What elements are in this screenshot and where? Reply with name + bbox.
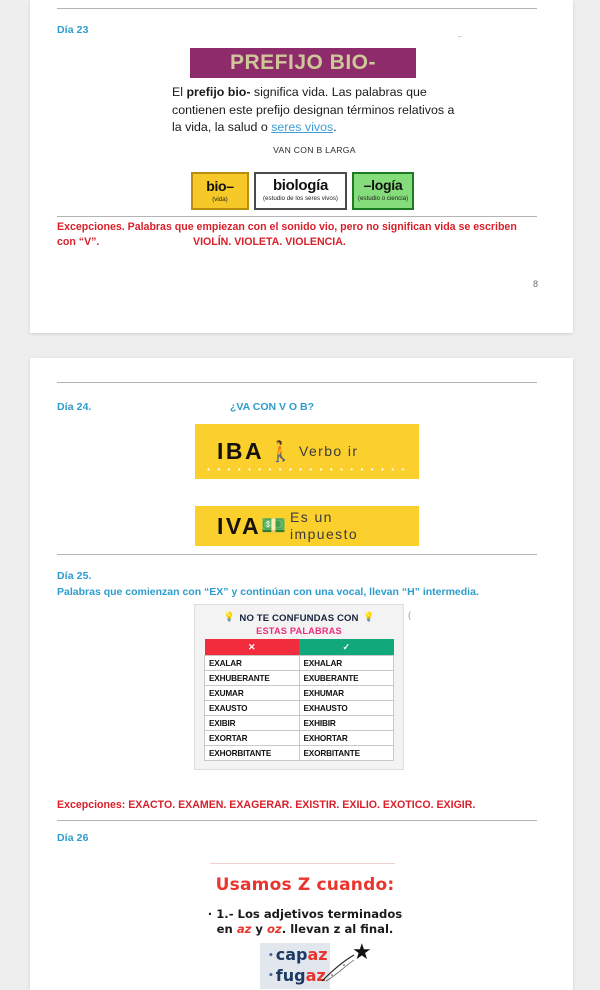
table-row: [205, 671, 394, 686]
word-box-bio-sub: (vida): [212, 196, 228, 203]
seres-vivos-link[interactable]: seres vivos: [271, 120, 334, 134]
day-label-dia-23: Día 23: [57, 24, 89, 36]
cell-incorrect: EXORTAR: [205, 731, 300, 746]
word-box-logia-sub: (estudio o ciencia): [357, 195, 409, 202]
cell-correct: EXORBITANTE: [299, 746, 394, 761]
stray-mark-icon: ⌐: [458, 32, 463, 41]
day-label-dia-25: Día 25.: [57, 570, 92, 582]
confusion-heading-row-1: [195, 608, 403, 626]
stray-paren-mark: (: [408, 610, 411, 620]
page-number: 8: [533, 279, 539, 289]
z-rule-line-2-part-a: en: [216, 922, 237, 936]
table-row: [205, 746, 394, 761]
table-row: [205, 701, 394, 716]
table-row: [205, 686, 394, 701]
usamos-z-card: [180, 863, 430, 988]
cell-correct: EXHAUSTO: [299, 701, 394, 716]
confusion-table-card: [194, 604, 404, 770]
shooting-star-trail-icon: [320, 951, 360, 983]
bullet-icon: •: [268, 950, 274, 961]
z-rule-line-1: · 1.- Los adjetivos terminados: [207, 907, 403, 921]
z-rule-suffix-oz: oz: [267, 922, 282, 936]
usamos-z-title: Usamos Z cuando:: [215, 875, 395, 895]
prefijo-bio-banner: PREFIJO BIO-: [190, 48, 416, 78]
paragraph-part-1: El: [172, 85, 187, 99]
section-divider-dia25: [57, 554, 537, 555]
exceptions-words: VIOLÍN. VIOLETA. VIOLENCIA.: [193, 236, 346, 248]
column-header-incorrect: ✕: [205, 639, 300, 656]
section-divider-dia24: [57, 382, 537, 383]
day-label-dia-26: Día 26: [57, 832, 89, 844]
section-divider-dia26: [57, 820, 537, 821]
word-box-bio: [191, 172, 249, 210]
shooting-star-icon: ★: [352, 939, 372, 964]
table-row: [205, 656, 394, 671]
van-con-b-larga-note: VAN CON B LARGA: [273, 145, 356, 155]
cell-incorrect: EXIBIR: [205, 716, 300, 731]
word-box-bio-main: bio–: [206, 178, 234, 194]
z-example-capaz-suffix: az: [307, 945, 328, 964]
exceptions-line-2a: con “V”.: [57, 236, 100, 248]
z-rule-suffix-az: az: [236, 922, 252, 936]
table-row: [205, 731, 394, 746]
cell-incorrect: EXALAR: [205, 656, 300, 671]
cell-correct: EXHALAR: [299, 656, 394, 671]
column-header-correct: ✓: [299, 639, 394, 656]
word-box-biologia: [254, 172, 347, 210]
lightbulb-left-icon: 💡: [223, 611, 235, 622]
cell-correct: EXHORTAR: [299, 731, 394, 746]
document-page-1: [30, 0, 573, 333]
z-example-fugaz-suffix: az: [305, 965, 326, 985]
confusion-table: [204, 639, 394, 761]
confusion-table-header-row: [205, 639, 394, 656]
paragraph-bold-prefijo-bio: prefijo bio-: [186, 85, 251, 99]
z-card-top-rule: [210, 863, 395, 864]
z-example-fugaz: [268, 965, 326, 987]
card-iva: [195, 506, 419, 546]
cell-correct: EXHUMAR: [299, 686, 394, 701]
card-iva-description-line-1: Es un: [290, 509, 333, 525]
day-label-dia-24: Día 24.: [57, 401, 92, 413]
card-iva-description: [290, 509, 358, 543]
prefijo-bio-paragraph: [172, 84, 457, 137]
cell-incorrect: EXHUBERANTE: [205, 671, 300, 686]
table-row: [205, 716, 394, 731]
card-iba-word: IBA: [217, 438, 265, 464]
day-25-exceptions: Excepciones: EXACTO. EXAMEN. EXAGERAR. EXISTIR. EXILIO. EXOTICO. EXIGIR.: [57, 799, 476, 811]
word-box-logia: [352, 172, 414, 210]
bullet-icon: •: [268, 971, 274, 981]
card-iba: [195, 424, 419, 479]
word-box-biologia-sub: (estudio de los seres vivos): [263, 195, 338, 202]
lightbulb-right-icon: 💡: [363, 611, 375, 622]
section-divider-exceptions: [57, 216, 537, 217]
z-rule-line-2-part-c: . llevan z al final.: [281, 922, 394, 936]
card-iva-word: IVA: [217, 512, 262, 539]
cell-incorrect: EXAUSTO: [205, 701, 300, 716]
document-page-2: [30, 358, 573, 990]
card-iva-description-line-2: impuesto: [290, 526, 359, 542]
cell-correct: EXUBERANTE: [299, 671, 394, 686]
day-24-heading: ¿VA CON V O B?: [230, 401, 314, 413]
card-iba-description: Verbo ir: [299, 443, 359, 459]
confusion-card-heading: [195, 605, 403, 636]
z-rule-line-2: [180, 922, 430, 937]
cell-incorrect: EXUMAR: [205, 686, 300, 701]
word-box-logia-main: –logía: [363, 177, 403, 193]
confusion-heading-line-2: ESTAS PALABRAS: [256, 626, 342, 636]
z-example-capaz: [268, 945, 328, 966]
z-example-fugaz-stem: fug: [275, 965, 306, 985]
card-iba-dotted-separator: • • • • • • • • • • • • • • • • • • • •: [207, 465, 407, 474]
z-rule-line-2-part-b: y: [251, 922, 268, 936]
walking-person-icon: 🚶: [268, 440, 294, 463]
cell-correct: EXHIBIR: [299, 716, 394, 731]
section-divider-top: [57, 8, 537, 9]
exceptions-line-1: Excepciones. Palabras que empiezan con el sonido vio, pero no significan vida se escriben: [57, 221, 517, 233]
confusion-heading-line-1: NO TE CONFUNDAS CON: [239, 613, 359, 624]
paragraph-part-3: .: [333, 120, 337, 134]
z-example-capaz-stem: cap: [275, 945, 308, 964]
word-box-biologia-main: biología: [272, 177, 329, 194]
day-25-rule: Palabras que comienzan con “EX” y continúan con una vocal, llevan “H” intermedia.: [57, 586, 479, 598]
paragraph-part-2: significa vida. Las palabras que contienen este prefijo designan términos relativos a la vida, la salud o: [172, 85, 455, 134]
cell-incorrect: EXHORBITANTE: [205, 746, 300, 761]
money-bills-icon: 💵: [261, 515, 287, 537]
